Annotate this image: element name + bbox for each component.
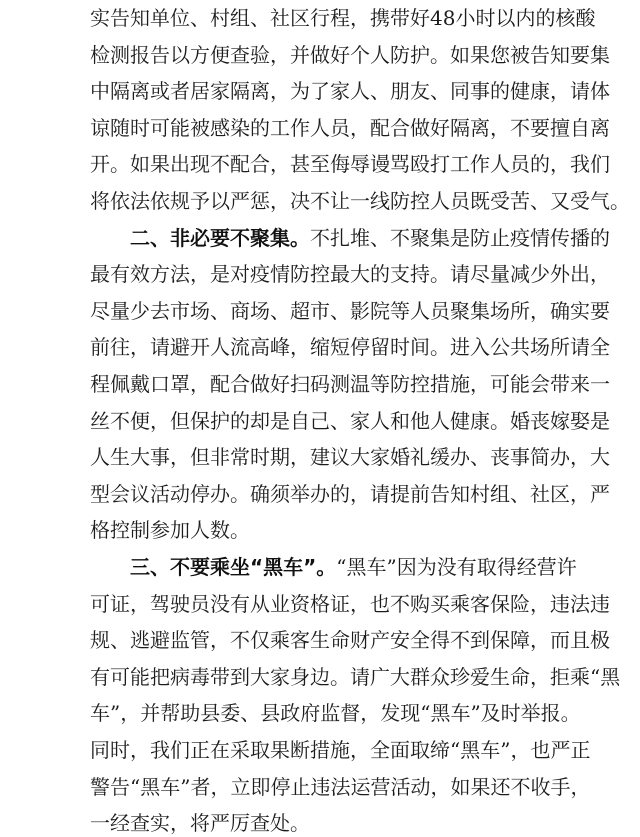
para3-line-4: 有可能把病毒带到大家身边。请广大群众珍爱生命，拒乘“黑 bbox=[90, 664, 621, 689]
para3-line-2: 可证，驾驶员没有从业资格证，也不购买乘客保险，违法违 bbox=[90, 591, 610, 616]
para3-line-1 bbox=[90, 553, 577, 581]
para2-heading: 二、非必要不聚集。 bbox=[130, 225, 310, 250]
para2-line-5: 程佩戴口罩，配合做好扫码测温等防控措施，可能会带来一 bbox=[90, 372, 610, 396]
para2-line-9: 格控制参加人数。 bbox=[90, 518, 250, 543]
para2-line-1 bbox=[90, 224, 610, 252]
para1-line-6: 将依法依规予以严惩，决不让一线防控人员既受苦、又受气。 bbox=[90, 189, 630, 213]
para3-line-8: 一经查实，将严厉查处。 bbox=[90, 811, 310, 836]
para3-line-7: 警告“黑车”者，立即停止违法运营活动，如果还不收手， bbox=[90, 774, 591, 799]
para3-heading: 三、不要乘坐“黑车”。 bbox=[130, 555, 337, 579]
para1-line-5: 开。如果出现不配合，甚至侮辱谩骂殴打工作人员的，我们 bbox=[90, 152, 610, 177]
para2-line-4: 前往，请避开人流高峰，缩短停留时间。进入公共场所请全 bbox=[90, 335, 610, 360]
para3-first-line-rest: “黑车”因为没有取得经营许 bbox=[336, 555, 577, 579]
para2-line-6: 丝不便，但保护的却是自己、家人和他人健康。婚丧嫁娶是 bbox=[90, 408, 610, 433]
para2-line-8: 型会议活动停办。确须举办的，请提前告知村组、社区，严 bbox=[90, 481, 610, 506]
para2-line-2: 最有效方法，是对疫情防控最大的支持。请尽量减少外出， bbox=[90, 262, 610, 287]
para3-line-6: 同时，我们正在采取果断措施，全面取缔“黑车”，也严正 bbox=[90, 738, 591, 762]
para2-line-3: 尽量少去市场、商场、超市、影院等人员聚集场所，确实要 bbox=[90, 298, 610, 323]
para3-line-5: 车”，并帮助县委、县政府监督，发现“黑车”及时举报。 bbox=[90, 701, 581, 726]
para1-line-2: 检测报告以方便查验，并做好个人防护。如果您被告知要集 bbox=[90, 42, 610, 67]
para1-line-4: 谅随时可能被感染的工作人员，配合做好隔离，不要擅自离 bbox=[90, 115, 610, 140]
para2-first-line-rest: 不扎堆、不聚集是防止疫情传播的 bbox=[310, 225, 610, 250]
para3-line-3: 规、逃避监管，不仅乘客生命财产安全得不到保障，而且极 bbox=[90, 628, 610, 653]
para1-line-1: 实告知单位、村组、社区行程，携带好48小时以内的核酸 bbox=[90, 6, 596, 30]
para1-line-3: 中隔离或者居家隔离，为了家人、朋友、同事的健康，请体 bbox=[90, 79, 610, 104]
para2-line-7: 人生大事，但非常时期，建议大家婚礼缓办、丧事简办，大 bbox=[90, 445, 610, 470]
